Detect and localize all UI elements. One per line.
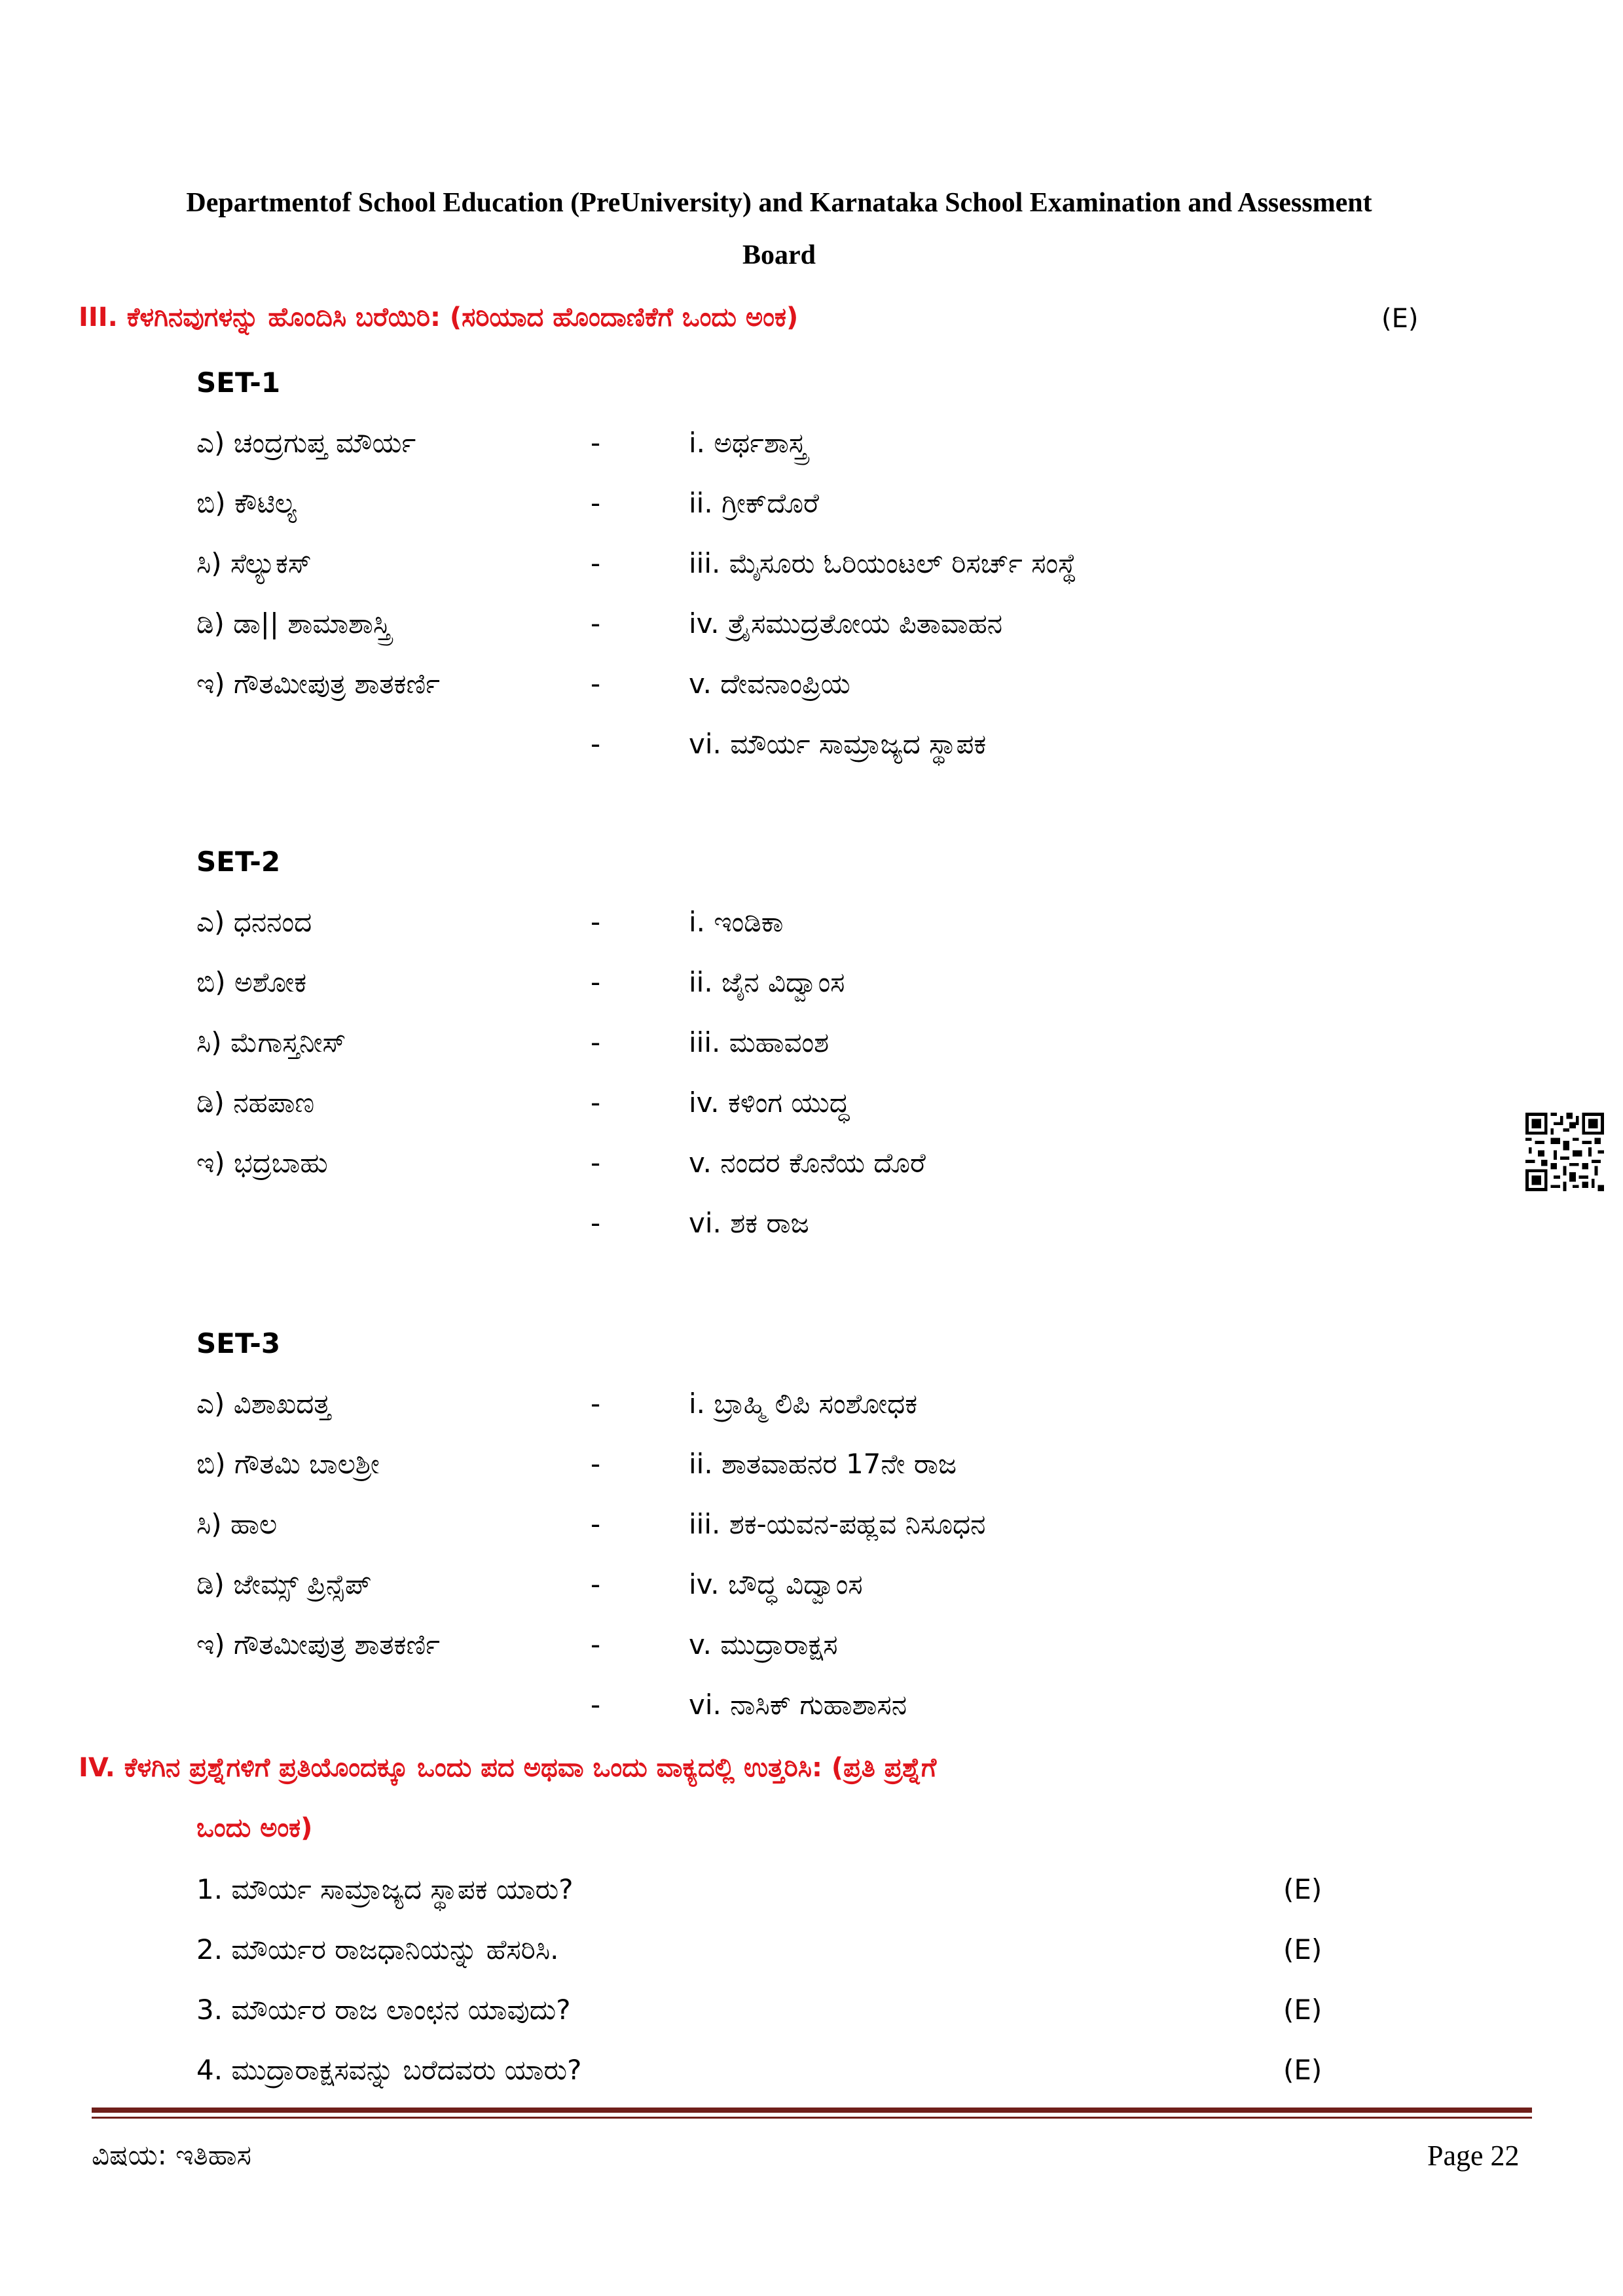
- section4-title-line1: IV. ಕೆಳಗಿನ ಪ್ರಶ್ನೆಗಳಿಗೆ ಪ್ರತಿಯೊಂದಕ್ಕೂ ಒಂದು ಪದ ಅಥವಾ ಒಂದು ವಾಕ್ಯದಲ್ಲಿ ಉತ್ತರಿಸಿ: (ಪ್ರತಿ ಪ್ರಶ್ನೆಗೆ: [79, 1753, 937, 1783]
- set3-row-1-left: ಎ) ವಿಶಾಖದತ್ತ: [196, 1388, 331, 1420]
- question-4-text: 4. ಮುದ್ರಾರಾಕ್ಷಸವನ್ನು ಬರೆದವರು ಯಾರು?: [196, 2054, 582, 2086]
- set1-row-6: [0, 728, 1623, 780]
- set1-row-2-dash: -: [591, 487, 601, 519]
- board-title-line2: Board: [742, 240, 816, 270]
- board-title-line1: Departmentof School Education (PreUniversity) and Karnataka School Examination and Assessment: [186, 188, 1372, 218]
- section3-tag: (E): [1381, 304, 1419, 334]
- footer-page-number: Page 22: [1427, 2140, 1520, 2172]
- set3-row-4-dash: -: [591, 1568, 601, 1600]
- set1-row-3: [0, 547, 1623, 600]
- set3-row-2-dash: -: [591, 1448, 601, 1480]
- set1-row-6-dash: -: [591, 728, 601, 760]
- set1-row-3-left: ಸಿ) ಸೆಲ್ಯುಕಸ್: [196, 547, 312, 579]
- question-1-mark: (E): [1283, 1873, 1322, 1905]
- set3-row-6: [0, 1689, 1623, 1741]
- question-2-mark: (E): [1283, 1933, 1322, 1965]
- set1-row-5-right: v. ದೇವನಾಂಪ್ರಿಯ: [689, 668, 850, 700]
- set2-row-1-right: i. ಇಂಡಿಕಾ: [689, 906, 784, 938]
- set3-row-3-right: iii. ಶಕ-ಯವನ-ಪಹ್ಲವ ನಿಸೂಧನ: [689, 1508, 986, 1540]
- set1-row-2: [0, 487, 1623, 539]
- set1-row-4-dash: -: [591, 607, 601, 639]
- question-4-mark: (E): [1283, 2054, 1322, 2086]
- set1-row-3-right: iii. ಮೈಸೂರು ಓರಿಯಂಟಲ್ ರಿಸರ್ಚ್ ಸಂಸ್ಥೆ: [689, 547, 1077, 579]
- question-3-text: 3. ಮೌರ್ಯರ ರಾಜ ಲಾಂಛನ ಯಾವುದು?: [196, 1994, 571, 2026]
- board-title: [79, 177, 1480, 281]
- set2-label: SET-2: [196, 846, 281, 878]
- set2-row-6: [0, 1207, 1623, 1259]
- set2-row-3-dash: -: [591, 1026, 601, 1058]
- question-1-text: 1. ಮೌರ್ಯ ಸಾಮ್ರಾಜ್ಯದ ಸ್ಥಾಪಕ ಯಾರು?: [196, 1873, 574, 1905]
- set1-row-4-left: ಡಿ) ಡಾ|| ಶಾಮಾಶಾಸ್ತ್ರಿ: [196, 607, 392, 639]
- set3-row-5: [0, 1628, 1623, 1681]
- set3-row-3-left: ಸಿ) ಹಾಲ: [196, 1508, 278, 1540]
- set1-row-5: [0, 668, 1623, 720]
- set2-row-5-left: ಇ) ಭದ್ರಬಾಹು: [196, 1147, 328, 1179]
- set1-row-6-right: vi. ಮೌರ್ಯ ಸಾಮ್ರಾಜ್ಯದ ಸ್ಥಾಪಕ: [689, 728, 987, 760]
- section3-title: III. ಕೆಳಗಿನವುಗಳನ್ನು ಹೊಂದಿಸಿ ಬರೆಯಿರಿ: (ಸರಿಯಾದ ಹೊಂದಾಣಿಕೆಗೆ ಒಂದು ಅಂಕ): [79, 302, 799, 332]
- set2-row-2-left: ಬಿ) ಅಶೋಕ: [196, 966, 307, 998]
- set2-row-3-left: ಸಿ) ಮೆಗಾಸ್ತನೀಸ್: [196, 1026, 346, 1058]
- set2-row-5-dash: -: [591, 1147, 601, 1179]
- question-2-text: 2. ಮೌರ್ಯರ ರಾಜಧಾನಿಯನ್ನು ಹೆಸರಿಸಿ.: [196, 1933, 559, 1965]
- footer-rule-thick: [92, 2108, 1532, 2113]
- set3-row-3-dash: -: [591, 1508, 601, 1540]
- set3-row-4-left: ಡಿ) ಜೇಮ್ಸ್ ಪ್ರಿನ್ಸೆಪ್: [196, 1568, 372, 1600]
- set1-row-1: [0, 427, 1623, 479]
- set3-row-4-right: iv. ಬೌದ್ಧ ವಿದ್ವಾಂಸ: [689, 1568, 863, 1600]
- section4-title-line2: ಒಂದು ಅಂಕ): [196, 1813, 313, 1843]
- set2-row-2: [0, 966, 1623, 1018]
- set2-row-1-dash: -: [591, 906, 601, 938]
- set1-row-3-dash: -: [591, 547, 601, 579]
- footer-rule-thin: [92, 2117, 1532, 2119]
- set3-row-6-dash: -: [591, 1689, 601, 1721]
- set1-row-1-dash: -: [591, 427, 601, 459]
- set1-row-4-right: iv. ತ್ರೈಸಮುದ್ರತೋಯ ಪಿತಾವಾಹನ: [689, 607, 1003, 639]
- set2-row-3-right: iii. ಮಹಾವಂಶ: [689, 1026, 830, 1058]
- set2-row-4-left: ಡಿ) ನಹಪಾಣ: [196, 1086, 315, 1119]
- set3-row-5-dash: -: [591, 1628, 601, 1660]
- set2-row-5-right: v. ನಂದರ ಕೊನೆಯ ದೊರೆ: [689, 1147, 926, 1179]
- set3-row-6-right: vi. ನಾಸಿಕ್ ಗುಹಾಶಾಸನ: [689, 1689, 907, 1721]
- set3-row-3: [0, 1508, 1623, 1560]
- set2-row-4-dash: -: [591, 1086, 601, 1119]
- set2-row-5: [0, 1147, 1623, 1199]
- set1-row-5-dash: -: [591, 668, 601, 700]
- set3-row-4: [0, 1568, 1623, 1621]
- set2-row-4-right: iv. ಕಳಿಂಗ ಯುದ್ಧ: [689, 1086, 850, 1119]
- set2-row-2-dash: -: [591, 966, 601, 998]
- set3-row-1-right: i. ಬ್ರಾಹ್ಮಿ ಲಿಪಿ ಸಂಶೋಧಕ: [689, 1388, 918, 1420]
- set1-label: SET-1: [196, 367, 281, 399]
- set3-row-2-left: ಬಿ) ಗೌತಮಿ ಬಾಲಶ್ರೀ: [196, 1448, 380, 1480]
- footer-subject: ವಿಷಯ: ಇತಿಹಾಸ: [92, 2139, 251, 2171]
- set3-row-1: [0, 1388, 1623, 1440]
- set2-row-1-left: ಎ) ಧನನಂದ: [196, 906, 312, 938]
- set1-row-5-left: ಇ) ಗೌತಮೀಪುತ್ರ ಶಾತಕರ್ಣಿ: [196, 668, 440, 700]
- set1-row-2-right: ii. ಗ್ರೀಕ್‌ದೊರೆ: [689, 487, 819, 519]
- set2-row-3: [0, 1026, 1623, 1079]
- set3-row-2-right: ii. ಶಾತವಾಹನರ 17ನೇ ರಾಜ: [689, 1448, 957, 1480]
- question-3-mark: (E): [1283, 1994, 1322, 2026]
- set2-row-6-right: vi. ಶಕ ರಾಜ: [689, 1207, 809, 1239]
- set1-row-2-left: ಬಿ) ಕೌಟಿಲ್ಯ: [196, 487, 297, 519]
- set3-row-1-dash: -: [591, 1388, 601, 1420]
- set2-row-6-dash: -: [591, 1207, 601, 1239]
- set3-row-5-right: v. ಮುದ್ರಾರಾಕ್ಷಸ: [689, 1628, 838, 1660]
- set1-row-1-right: i. ಅರ್ಥಶಾಸ್ತ್ರ: [689, 427, 807, 459]
- set2-row-2-right: ii. ಜೈನ ವಿದ್ವಾಂಸ: [689, 966, 845, 998]
- set2-row-4: [0, 1086, 1623, 1139]
- set2-row-1: [0, 906, 1623, 958]
- set1-row-4: [0, 607, 1623, 660]
- set3-label: SET-3: [196, 1327, 281, 1359]
- set3-row-2: [0, 1448, 1623, 1500]
- set3-row-5-left: ಇ) ಗೌತಮೀಪುತ್ರ ಶಾತಕರ್ಣಿ: [196, 1628, 440, 1660]
- set1-row-1-left: ಎ) ಚಂದ್ರಗುಪ್ತ ಮೌರ್ಯ: [196, 427, 416, 459]
- qr-code-icon: [1525, 1113, 1604, 1191]
